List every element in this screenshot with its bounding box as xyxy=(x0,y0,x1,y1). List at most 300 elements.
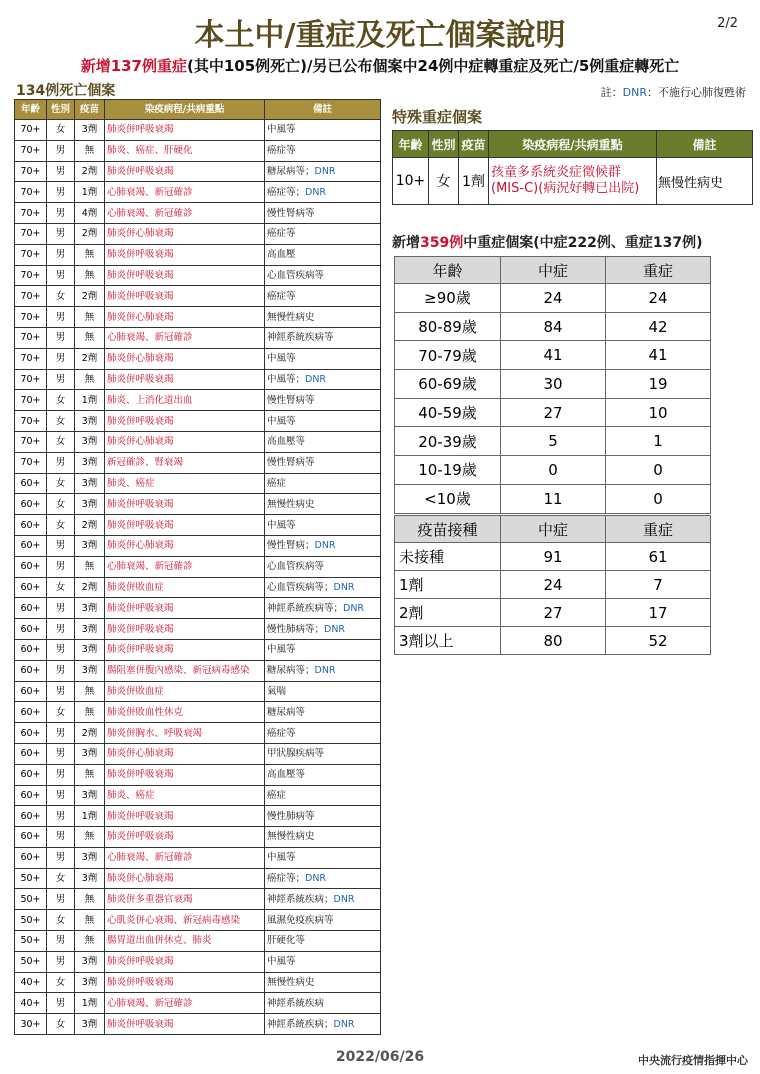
sex-cell: 男 xyxy=(47,639,75,660)
vaccine-cell: 無 xyxy=(75,265,105,286)
vaccine-cell: 3劑 xyxy=(75,972,105,993)
vaccine-cell: 3劑 xyxy=(75,1014,105,1035)
vaccine-cell: 無 xyxy=(75,327,105,348)
table-row xyxy=(395,284,711,313)
age-breakdown-table xyxy=(394,256,711,514)
remark-text: 神經系統疾病等 xyxy=(267,332,334,344)
remark-text: 糖尿病等 xyxy=(267,706,306,718)
vaccine-cell: 3劑 xyxy=(75,951,105,972)
remark-cell xyxy=(265,411,381,432)
moderate-count-cell: 24 xyxy=(501,571,606,599)
remark-text: 癌症等 xyxy=(267,228,296,240)
sex-cell: 男 xyxy=(47,681,75,702)
remark-text: 無慢性病史 xyxy=(267,831,315,843)
sex-cell: 女 xyxy=(47,515,75,536)
vaccine-cell: 4劑 xyxy=(75,203,105,224)
sex-cell: 男 xyxy=(47,951,75,972)
cause-cell: 肺炎併呼吸衰竭 xyxy=(105,161,265,182)
sex-cell: 男 xyxy=(47,889,75,910)
vaccine-cell: 3劑 xyxy=(75,411,105,432)
remark-cell xyxy=(265,910,381,931)
remark-text: 中風等 xyxy=(267,415,296,427)
age-cell: 60+ xyxy=(15,806,47,827)
vaccine-cell: 無 xyxy=(75,556,105,577)
sex-cell: 女 xyxy=(47,286,75,307)
cause-cell: 肺炎併心肺衰竭 xyxy=(105,307,265,328)
column-header: 染疫病程/共病重點 xyxy=(489,131,657,158)
vaccine-cell: 3劑 xyxy=(75,535,105,556)
dnr-tag: DNR xyxy=(333,893,355,905)
sex-cell: 男 xyxy=(47,182,75,203)
age-cell: 50+ xyxy=(15,910,47,931)
moderate-section-title: 新增359例中重症個案(中症222例、重症137例) xyxy=(392,235,703,251)
dnr-tag: DNR xyxy=(333,581,355,593)
remark-cell xyxy=(265,182,381,203)
sex-cell: 男 xyxy=(47,223,75,244)
remark-cell xyxy=(265,140,381,161)
cause-cell: 肺炎、癌症 xyxy=(105,785,265,806)
remark-cell xyxy=(265,494,381,515)
remark-cell xyxy=(265,348,381,369)
moderate-count-cell: 24 xyxy=(501,284,606,313)
table-row xyxy=(395,427,711,456)
vaccine-cell: 3劑 xyxy=(75,619,105,640)
vaccine-status-cell: 2劑 xyxy=(395,599,501,627)
cause-cell: 肺炎、癌症、肝硬化 xyxy=(105,140,265,161)
table-row xyxy=(15,265,381,286)
remark-text: 無慢性病史 xyxy=(267,311,315,323)
sex-cell: 女 xyxy=(47,702,75,723)
table-row xyxy=(15,931,381,952)
death-section-title: 134例死亡個案 xyxy=(16,83,116,99)
table-row xyxy=(15,348,381,369)
remark-cell xyxy=(265,806,381,827)
vaccine-cell: 3劑 xyxy=(75,785,105,806)
report-organization: 中央流行疫情指揮中心 xyxy=(638,1054,748,1067)
vaccine-cell: 3劑 xyxy=(75,452,105,473)
age-cell: 60+ xyxy=(15,577,47,598)
sex-cell: 男 xyxy=(47,931,75,952)
table-row xyxy=(15,785,381,806)
cause-cell: 肺炎併多重器官衰竭 xyxy=(105,889,265,910)
table-row xyxy=(15,743,381,764)
cause-cell: 肺炎併心肺衰竭 xyxy=(105,348,265,369)
cause-cell: 心肺衰竭、新冠確診 xyxy=(105,993,265,1014)
table-row xyxy=(15,286,381,307)
remark-text: 心血管疾病等； xyxy=(267,581,334,593)
table-row xyxy=(15,120,381,141)
remark-text: 無慢性病史 xyxy=(267,977,315,989)
vaccine-status-cell: 未接種 xyxy=(395,543,501,571)
remark-cell xyxy=(265,889,381,910)
table-row xyxy=(15,223,381,244)
sex-cell: 男 xyxy=(47,827,75,848)
sex-cell: 男 xyxy=(47,161,75,182)
cause-cell: 腸胃道出血併休克、肺炎 xyxy=(105,931,265,952)
remark-cell xyxy=(265,764,381,785)
remark-text: 中風等 xyxy=(267,956,296,968)
table-row xyxy=(395,627,711,655)
moderate-count-cell: 91 xyxy=(501,543,606,571)
cause-cell: 肺炎併呼吸衰竭 xyxy=(105,244,265,265)
remark-text: 中風等 xyxy=(267,519,296,531)
column-header: 疫苗 xyxy=(459,131,489,158)
age-cell: 70+ xyxy=(15,431,47,452)
cause-cell: 肺炎併心肺衰竭 xyxy=(105,868,265,889)
vaccine-cell: 1劑 xyxy=(75,993,105,1014)
moderate-count-cell: 11 xyxy=(501,484,606,513)
age-group-cell: ≥90歲 xyxy=(395,284,501,313)
severe-count-cell: 7 xyxy=(606,571,711,599)
cause-cell: 肺炎、癌症 xyxy=(105,473,265,494)
remark-text: 氣喘 xyxy=(267,685,287,697)
remark-cell xyxy=(265,327,381,348)
sex-cell: 男 xyxy=(47,348,75,369)
age-group-cell: 80-89歲 xyxy=(395,312,501,341)
sex-cell: 男 xyxy=(47,619,75,640)
vaccine-cell: 3劑 xyxy=(75,120,105,141)
remark-text: 心血管疾病等 xyxy=(267,269,325,281)
severe-count-cell: 61 xyxy=(606,543,711,571)
age-cell: 60+ xyxy=(15,639,47,660)
sex-cell: 男 xyxy=(47,660,75,681)
age-cell: 70+ xyxy=(15,223,47,244)
cause-cell: 肺炎併心肺衰竭 xyxy=(105,431,265,452)
cause-cell: 肺炎併敗血症 xyxy=(105,577,265,598)
cause-cell: 腸阻塞併腹內感染、新冠病毒感染 xyxy=(105,660,265,681)
moderate-count-cell: 0 xyxy=(501,456,606,485)
age-cell: 10+ xyxy=(393,158,429,205)
cause-cell: 孩童多系統炎症徵候群(MIS-C)(病況好轉已出院) xyxy=(489,158,657,205)
table-row xyxy=(15,494,381,515)
table-row xyxy=(15,598,381,619)
remark-text: 神經系統疾病； xyxy=(267,1018,334,1030)
cause-cell: 肺炎併呼吸衰竭 xyxy=(105,598,265,619)
remark-text: 慢性肺病等 xyxy=(267,810,315,822)
remark-text: 中風等 xyxy=(267,353,296,365)
remark-text: 慢性肺病等； xyxy=(267,623,325,635)
table-row xyxy=(15,161,381,182)
age-cell: 70+ xyxy=(15,390,47,411)
dnr-tag: DNR xyxy=(343,602,365,614)
age-cell: 70+ xyxy=(15,140,47,161)
table-row xyxy=(15,723,381,744)
sex-cell: 女 xyxy=(47,120,75,141)
column-header: 中症 xyxy=(501,257,606,284)
vaccine-cell: 3劑 xyxy=(75,639,105,660)
remark-cell xyxy=(265,203,381,224)
age-cell: 60+ xyxy=(15,847,47,868)
cause-cell: 肺炎併呼吸衰竭 xyxy=(105,411,265,432)
column-header: 年齡 xyxy=(395,257,501,284)
dnr-tag: DNR xyxy=(324,623,346,635)
age-cell: 50+ xyxy=(15,951,47,972)
sex-cell: 男 xyxy=(47,265,75,286)
age-cell: 60+ xyxy=(15,681,47,702)
remark-cell xyxy=(265,577,381,598)
age-cell: 30+ xyxy=(15,1014,47,1035)
vaccine-cell: 3劑 xyxy=(75,431,105,452)
severe-count-cell: 0 xyxy=(606,456,711,485)
vaccine-cell: 3劑 xyxy=(75,473,105,494)
sex-cell: 男 xyxy=(47,556,75,577)
vaccine-cell: 1劑 xyxy=(75,390,105,411)
remark-cell xyxy=(265,286,381,307)
table-row xyxy=(15,868,381,889)
remark-cell xyxy=(265,723,381,744)
table-row xyxy=(395,484,711,513)
table-row xyxy=(15,535,381,556)
dnr-tag: DNR xyxy=(314,165,336,177)
age-group-cell: 40-59歲 xyxy=(395,398,501,427)
remark-text: 心血管疾病等 xyxy=(267,561,325,573)
table-row xyxy=(395,370,711,399)
sex-cell: 男 xyxy=(47,452,75,473)
column-header: 重症 xyxy=(606,257,711,284)
age-cell: 70+ xyxy=(15,307,47,328)
severe-count-cell: 42 xyxy=(606,312,711,341)
sex-cell: 女 xyxy=(47,390,75,411)
table-row xyxy=(15,515,381,536)
vaccine-cell: 無 xyxy=(75,827,105,848)
sex-cell: 男 xyxy=(47,743,75,764)
vaccine-cell: 2劑 xyxy=(75,515,105,536)
age-cell: 70+ xyxy=(15,120,47,141)
age-cell: 60+ xyxy=(15,702,47,723)
moderate-count-cell: 30 xyxy=(501,370,606,399)
remark-text: 中風等 xyxy=(267,644,296,656)
remark-cell xyxy=(265,431,381,452)
cause-cell: 肺炎併呼吸衰竭 xyxy=(105,494,265,515)
moderate-count-cell: 80 xyxy=(501,627,606,655)
remark-cell xyxy=(265,993,381,1014)
page-number: 2/2 xyxy=(717,16,738,31)
remark-cell xyxy=(265,827,381,848)
age-cell: 60+ xyxy=(15,660,47,681)
remark-text: 肝硬化等 xyxy=(267,935,306,947)
dnr-note: 註：DNR：不施行心肺復甦術 xyxy=(600,86,746,99)
age-cell: 70+ xyxy=(15,203,47,224)
age-cell: 70+ xyxy=(15,452,47,473)
table-row xyxy=(395,341,711,370)
column-header: 染疫病程/共病重點 xyxy=(105,100,265,120)
table-row xyxy=(15,577,381,598)
column-header: 疫苗接種 xyxy=(395,516,501,543)
table-row xyxy=(15,203,381,224)
age-cell: 60+ xyxy=(15,827,47,848)
vaccine-status-cell: 1劑 xyxy=(395,571,501,599)
sex-cell: 男 xyxy=(47,307,75,328)
remark-text: 神經系統疾病等； xyxy=(267,602,344,614)
table-row xyxy=(15,556,381,577)
remark-text: 癌症等 xyxy=(267,145,296,157)
remark-text: 中風等； xyxy=(267,373,306,385)
dnr-tag: DNR xyxy=(305,873,327,885)
table-row xyxy=(15,951,381,972)
remark-cell xyxy=(265,681,381,702)
remark-cell xyxy=(265,1014,381,1035)
sex-cell: 女 xyxy=(47,910,75,931)
cause-cell: 心肺衰竭、新冠確診 xyxy=(105,203,265,224)
table-row xyxy=(15,764,381,785)
remark-text: 癌症等； xyxy=(267,873,306,885)
vaccine-cell: 無 xyxy=(75,702,105,723)
age-cell: 60+ xyxy=(15,723,47,744)
remark-text: 高血壓 xyxy=(267,249,296,261)
vaccine-cell: 3劑 xyxy=(75,660,105,681)
age-cell: 70+ xyxy=(15,182,47,203)
remark-text: 慢性腎病等 xyxy=(267,394,315,406)
age-cell: 50+ xyxy=(15,889,47,910)
remark-cell xyxy=(265,972,381,993)
age-cell: 60+ xyxy=(15,598,47,619)
age-cell: 70+ xyxy=(15,161,47,182)
cause-cell: 肺炎併呼吸衰竭 xyxy=(105,806,265,827)
sex-cell: 男 xyxy=(47,993,75,1014)
sex-cell: 男 xyxy=(47,327,75,348)
remark-cell xyxy=(265,390,381,411)
table-row xyxy=(395,599,711,627)
table-row xyxy=(15,639,381,660)
vaccine-cell: 無 xyxy=(75,889,105,910)
remark-text: 神經系統疾病 xyxy=(267,997,325,1009)
remark-text: 慢性腎病等 xyxy=(267,207,315,219)
sex-cell: 女 xyxy=(47,494,75,515)
column-header: 重症 xyxy=(606,516,711,543)
remark-text: 慢性腎病等 xyxy=(267,457,315,469)
severe-count-cell: 19 xyxy=(606,370,711,399)
moderate-count-cell: 27 xyxy=(501,599,606,627)
remark-cell xyxy=(265,535,381,556)
table-row xyxy=(395,571,711,599)
table-row xyxy=(395,312,711,341)
severe-count-cell: 52 xyxy=(606,627,711,655)
remark-text: 癌症等 xyxy=(267,727,296,739)
severe-count-cell: 1 xyxy=(606,427,711,456)
cause-cell: 心肺衰竭、新冠確診 xyxy=(105,556,265,577)
remark-cell xyxy=(265,515,381,536)
age-cell: 60+ xyxy=(15,556,47,577)
age-cell: 60+ xyxy=(15,494,47,515)
vaccine-cell: 2劑 xyxy=(75,161,105,182)
sex-cell: 男 xyxy=(47,203,75,224)
dnr-tag: DNR xyxy=(305,186,327,198)
remark-text: 中風等 xyxy=(267,124,296,136)
cause-cell: 肺炎併呼吸衰竭 xyxy=(105,1014,265,1035)
age-group-cell: <10歲 xyxy=(395,484,501,513)
table-row xyxy=(15,307,381,328)
moderate-count-cell: 27 xyxy=(501,398,606,427)
remark-cell xyxy=(265,702,381,723)
vaccine-cell: 3劑 xyxy=(75,847,105,868)
cause-cell: 心肺衰竭、新冠確診 xyxy=(105,327,265,348)
remark-cell xyxy=(265,639,381,660)
column-header: 年齡 xyxy=(15,100,47,120)
column-header: 性別 xyxy=(429,131,459,158)
remark-text: 慢性腎病； xyxy=(267,540,315,552)
age-group-cell: 70-79歲 xyxy=(395,341,501,370)
cause-cell: 肺炎併胸水、呼吸衰竭 xyxy=(105,723,265,744)
remark-cell xyxy=(265,743,381,764)
remark-text: 風濕免疫疾病等 xyxy=(267,914,334,926)
column-header: 備註 xyxy=(265,100,381,120)
cause-cell: 新冠確診、腎衰竭 xyxy=(105,452,265,473)
sex-cell: 女 xyxy=(47,577,75,598)
age-cell: 60+ xyxy=(15,515,47,536)
table-row xyxy=(15,847,381,868)
sex-cell: 男 xyxy=(47,847,75,868)
age-cell: 70+ xyxy=(15,265,47,286)
vaccine-cell: 3劑 xyxy=(75,494,105,515)
moderate-count-cell: 84 xyxy=(501,312,606,341)
remark-text: 中風等 xyxy=(267,852,296,864)
vaccine-cell: 2劑 xyxy=(75,723,105,744)
vaccine-cell: 3劑 xyxy=(75,743,105,764)
column-header: 備註 xyxy=(657,131,753,158)
cause-cell: 肺炎併敗血性休克 xyxy=(105,702,265,723)
dnr-tag: DNR xyxy=(333,1018,355,1030)
special-section-title: 特殊重症個案 xyxy=(392,108,483,126)
remark-text: 高血壓等 xyxy=(267,436,306,448)
remark-cell xyxy=(265,598,381,619)
vaccine-cell: 2劑 xyxy=(75,223,105,244)
table-row xyxy=(15,889,381,910)
sex-cell: 男 xyxy=(47,598,75,619)
sex-cell: 男 xyxy=(47,785,75,806)
death-cases-table xyxy=(14,99,381,1035)
vaccine-cell: 無 xyxy=(75,244,105,265)
vaccine-breakdown-table xyxy=(394,515,711,655)
remark-text: 糖尿病等； xyxy=(267,165,315,177)
table-row xyxy=(15,411,381,432)
remark-cell xyxy=(265,785,381,806)
table-row xyxy=(15,1014,381,1035)
vaccine-status-cell: 3劑以上 xyxy=(395,627,501,655)
dnr-tag: DNR xyxy=(314,665,336,677)
vaccine-cell: 1劑 xyxy=(75,182,105,203)
table-row xyxy=(15,182,381,203)
vaccine-cell: 無 xyxy=(75,764,105,785)
sex-cell: 男 xyxy=(47,806,75,827)
remark-cell: 無慢性病史 xyxy=(657,158,753,205)
cause-cell: 肺炎併心肺衰竭 xyxy=(105,223,265,244)
table-row xyxy=(395,543,711,571)
sex-cell: 女 xyxy=(47,868,75,889)
sex-cell: 男 xyxy=(47,369,75,390)
cause-cell: 肺炎併心肺衰竭 xyxy=(105,535,265,556)
cause-cell: 肺炎併呼吸衰竭 xyxy=(105,369,265,390)
table-row xyxy=(15,910,381,931)
table-row xyxy=(15,702,381,723)
vaccine-cell: 2劑 xyxy=(75,577,105,598)
remark-cell xyxy=(265,369,381,390)
sex-cell: 男 xyxy=(47,535,75,556)
vaccine-cell: 無 xyxy=(75,307,105,328)
remark-cell xyxy=(265,120,381,141)
cause-cell: 心肺衰竭、新冠確診 xyxy=(105,847,265,868)
table-row xyxy=(15,244,381,265)
sex-cell: 男 xyxy=(47,723,75,744)
age-group-cell: 60-69歲 xyxy=(395,370,501,399)
sex-cell: 男 xyxy=(47,244,75,265)
remark-cell xyxy=(265,265,381,286)
age-cell: 70+ xyxy=(15,286,47,307)
table-row xyxy=(15,806,381,827)
age-cell: 70+ xyxy=(15,411,47,432)
cause-cell: 心肌炎併心衰竭、新冠病毒感染 xyxy=(105,910,265,931)
table-row xyxy=(15,369,381,390)
severe-count-cell: 10 xyxy=(606,398,711,427)
